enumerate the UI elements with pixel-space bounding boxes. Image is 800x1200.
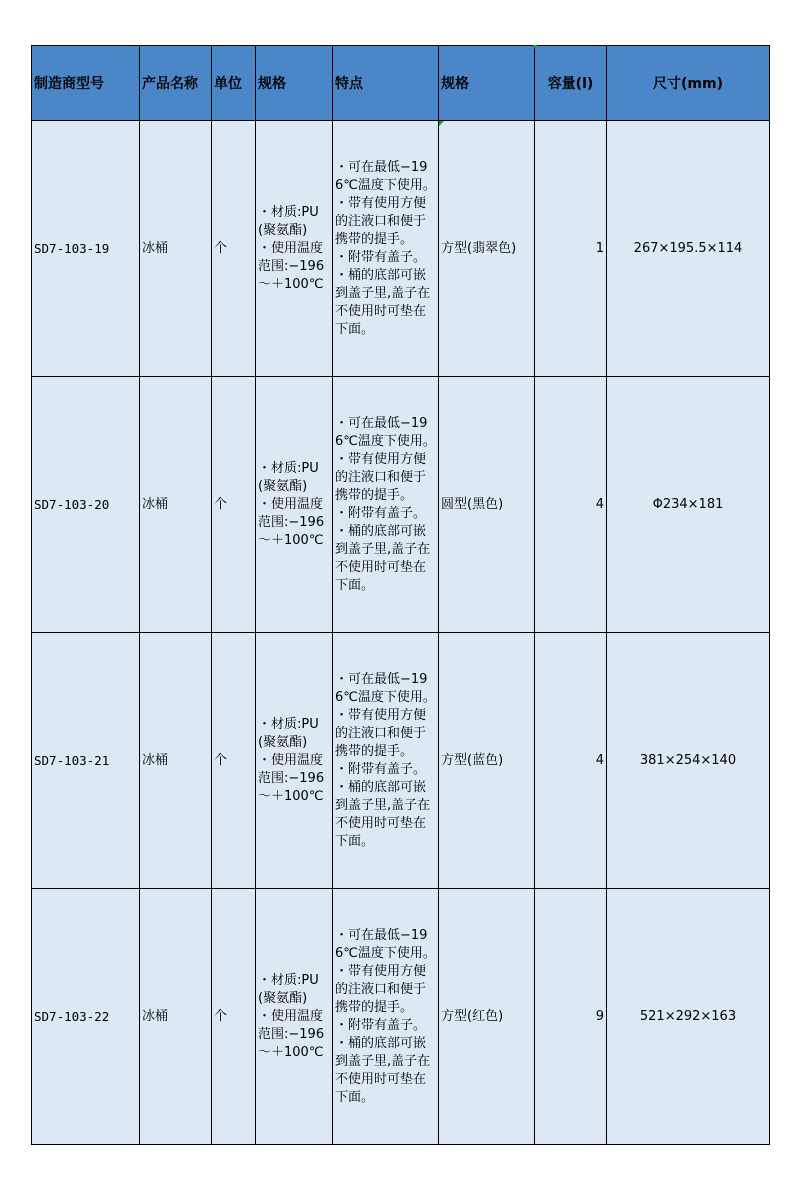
cell-unit[interactable]: 个 (212, 889, 256, 1145)
cell-capacity[interactable]: 4 (535, 377, 607, 633)
header-spec[interactable]: 规格 (256, 46, 333, 121)
cell-size[interactable]: 267×195.5×114 (607, 121, 770, 377)
cell-unit[interactable]: 个 (212, 377, 256, 633)
cell-spec[interactable]: ・材质:PU(聚氨酯) ・使用温度范围:−196～＋100℃ (256, 633, 333, 889)
header-features[interactable]: 特点 (333, 46, 439, 121)
cell-features[interactable]: ・可在最低−196℃温度下使用。 ・带有使用方便的注液口和便于携带的提手。 ・附带有盖子。 ・桶的底部可嵌到盖子里,盖子在不使用时可垫在下面。 (333, 377, 439, 633)
cell-features[interactable]: ・可在最低−196℃温度下使用。 ・带有使用方便的注液口和便于携带的提手。 ・附带有盖子。 ・桶的底部可嵌到盖子里,盖子在不使用时可垫在下面。 (333, 889, 439, 1145)
header-model[interactable]: 制造商型号 (32, 46, 140, 121)
cell-size[interactable]: 521×292×163 (607, 889, 770, 1145)
cell-product[interactable]: 冰桶 (140, 633, 212, 889)
table-row (32, 633, 770, 889)
cell-features[interactable]: ・可在最低−196℃温度下使用。 ・带有使用方便的注液口和便于携带的提手。 ・附带有盖子。 ・桶的底部可嵌到盖子里,盖子在不使用时可垫在下面。 (333, 633, 439, 889)
cell-features[interactable]: ・可在最低−196℃温度下使用。 ・带有使用方便的注液口和便于携带的提手。 ・附带有盖子。 ・桶的底部可嵌到盖子里,盖子在不使用时可垫在下面。 (333, 121, 439, 377)
header-product[interactable]: 产品名称 (140, 46, 212, 121)
cell-spec[interactable]: ・材质:PU(聚氨酯) ・使用温度范围:−196～＋100℃ (256, 889, 333, 1145)
table-row (32, 121, 770, 377)
cell-product[interactable]: 冰桶 (140, 889, 212, 1145)
cell-spec[interactable]: ・材质:PU(聚氨酯) ・使用温度范围:−196～＋100℃ (256, 121, 333, 377)
cell-size[interactable]: Φ234×181 (607, 377, 770, 633)
comment-marker-icon (533, 45, 538, 50)
cell-model[interactable]: SD7-103-20 (32, 377, 140, 633)
cell-spec2[interactable]: 方型(红色) (439, 889, 535, 1145)
header-row (32, 46, 770, 121)
table-body (32, 121, 770, 1145)
table-row (32, 889, 770, 1145)
header-unit[interactable]: 单位 (212, 46, 256, 121)
cell-spec[interactable]: ・材质:PU(聚氨酯) ・使用温度范围:−196～＋100℃ (256, 377, 333, 633)
header-spec2[interactable]: 规格 (439, 46, 535, 121)
cell-product[interactable]: 冰桶 (140, 377, 212, 633)
header-size[interactable]: 尺寸(mm) (607, 46, 770, 121)
cell-spec2[interactable]: 方型(翡翠色) (439, 121, 535, 377)
cell-capacity[interactable]: 9 (535, 889, 607, 1145)
cell-size[interactable]: 381×254×140 (607, 633, 770, 889)
cell-capacity[interactable]: 4 (535, 633, 607, 889)
comment-marker-icon (439, 121, 444, 126)
cell-product[interactable]: 冰桶 (140, 121, 212, 377)
cell-spec2[interactable]: 方型(蓝色) (439, 633, 535, 889)
product-table (31, 45, 770, 1145)
cell-model[interactable]: SD7-103-21 (32, 633, 140, 889)
header-capacity[interactable]: 容量(l) (535, 46, 607, 121)
cell-spec2[interactable]: 圆型(黑色) (439, 377, 535, 633)
cell-unit[interactable]: 个 (212, 121, 256, 377)
cell-model[interactable]: SD7-103-22 (32, 889, 140, 1145)
table-header (32, 46, 770, 121)
cell-capacity[interactable]: 1 (535, 121, 607, 377)
cell-unit[interactable]: 个 (212, 633, 256, 889)
table-row (32, 377, 770, 633)
cell-model[interactable]: SD7-103-19 (32, 121, 140, 377)
